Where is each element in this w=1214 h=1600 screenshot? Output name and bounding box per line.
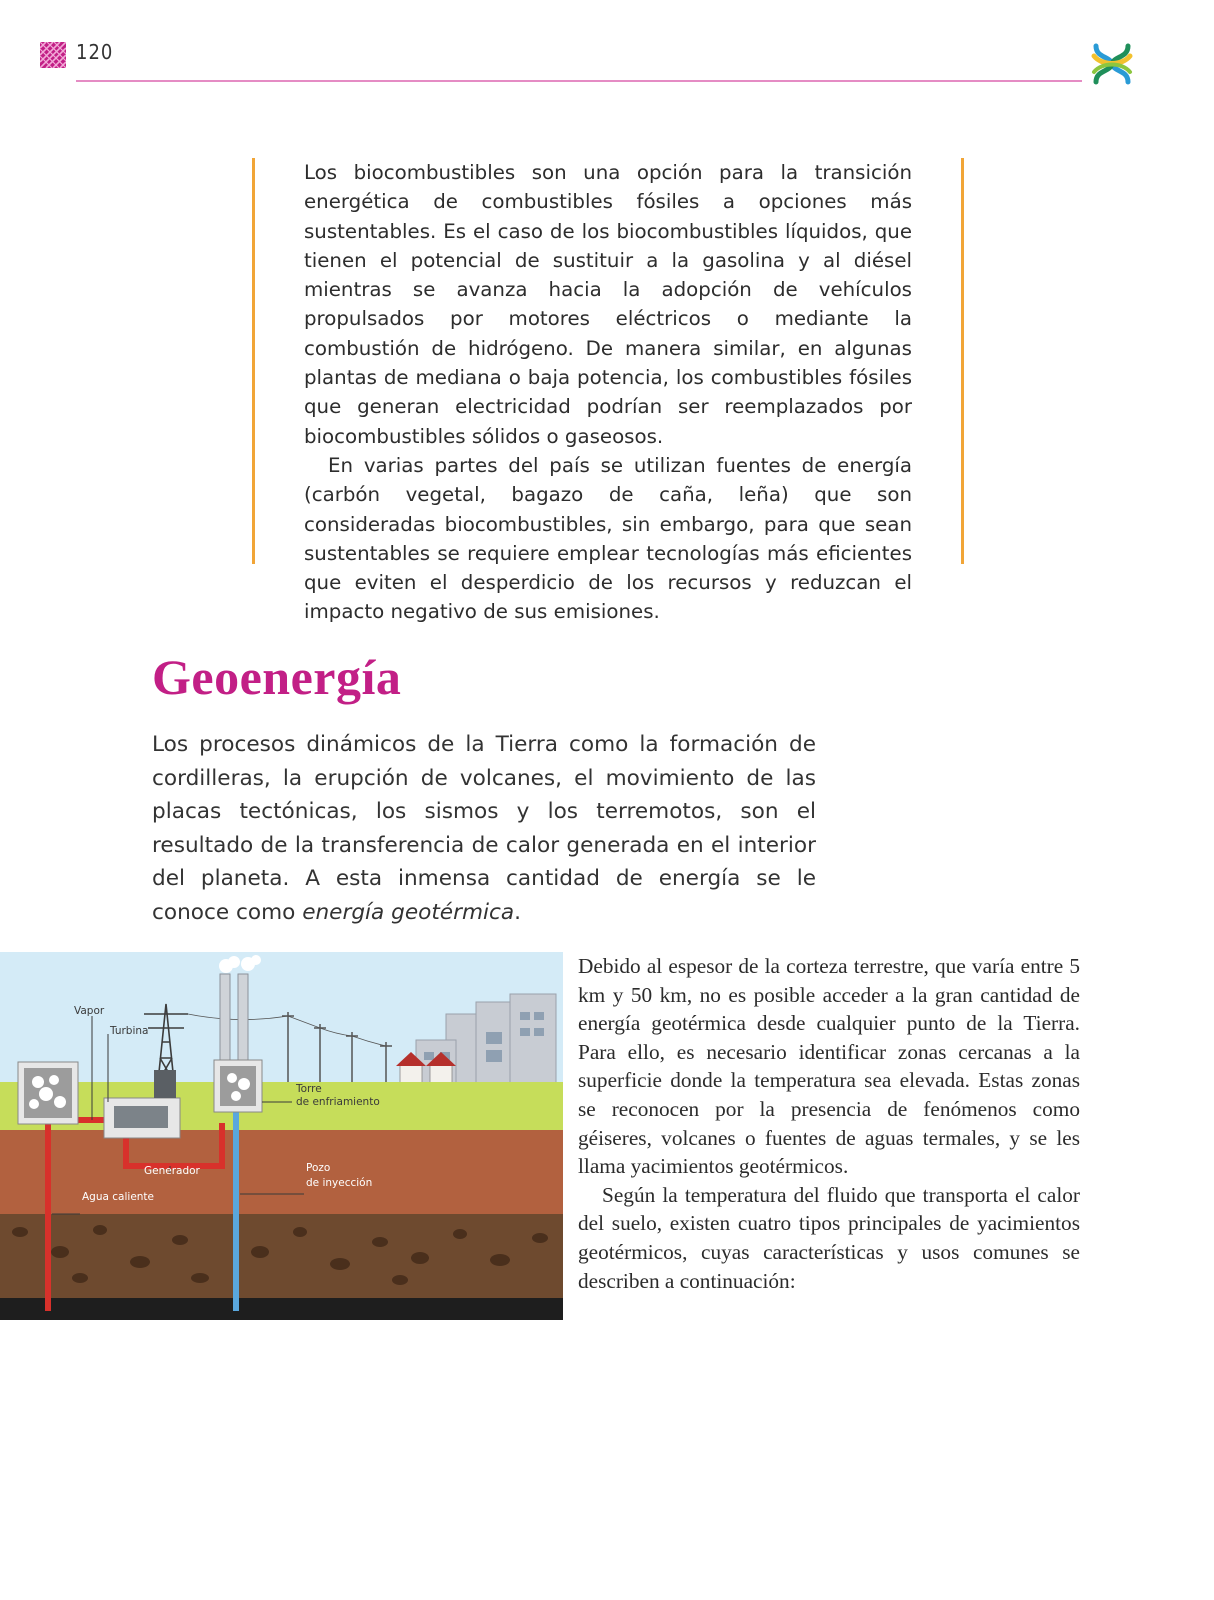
intro-paragraph	[152, 728, 816, 929]
boxed-note-text	[304, 158, 912, 627]
intro-end: .	[514, 899, 521, 925]
label-vapor: Vapor	[74, 1005, 105, 1017]
label-turbina: Turbina	[110, 1025, 149, 1037]
cooling-tower-box	[214, 1060, 262, 1112]
geothermal-plant-diagram	[0, 952, 563, 1320]
header-rule	[76, 80, 1082, 82]
label-agua-caliente: Agua caliente	[82, 1191, 155, 1203]
label-torre: Torre	[296, 1083, 322, 1095]
paragraph: En varias partes del país se utilizan fuentes de energía (carbón vegetal, bagazo de caña, leña) que son consideradas biocombustibles, sin embargo, para que sean sustentables se requiere emplear tecnologías más eficientes que eviten el desperdicio de los recursos y reduzcan el impacto negativo de sus emisiones.	[304, 453, 912, 624]
boxed-note	[252, 158, 964, 624]
intro-emphasis: energía geotérmica	[302, 899, 515, 925]
intro-text: Los procesos dinámicos de la Tierra como la formación de cordilleras, la erupción de volcanes, el movimiento de las placas tectónicas, los sismos y los terremotos, son el resultado de la transferencia de calor generada en el interior del planeta. A esta inmensa cantidad de energía se le conoce como	[152, 732, 816, 925]
label-enfriamiento: de enfriamiento	[296, 1096, 380, 1108]
body-text	[578, 952, 1080, 1295]
label-generador: Generador	[144, 1165, 200, 1177]
label-pozo: Pozo	[306, 1162, 331, 1174]
left-accent-bar	[252, 158, 255, 564]
magenta-pattern-icon	[40, 42, 66, 68]
paragraph: Según la temperatura del fluido que transporta el calor del suelo, existen cuatro tipos principales de yacimientos geotérmicos, cuyas características y usos comunes se describen a continuación:	[578, 1182, 1080, 1293]
paragraph: Los biocombustibles son una opción para la transición energética de combustibles fósiles a opciones más sustentables. Es el caso de los biocombustibles líquidos, que tienen el potencial de sustituir a la gasolina y al diésel mientras se avanza hacia la adopción de vehículos propulsados por motores eléctricos o mediante la combustión de hidrógeno. De manera similar, en algunas plantas de mediana o baja potencia, los combustibles fósiles que generan electricidad podrían ser reemplazados por biocombustibles sólidos o gaseosos.	[304, 161, 912, 448]
steam-box	[18, 1062, 78, 1124]
colored-knot-logo-icon	[1088, 40, 1136, 88]
right-accent-bar	[961, 158, 964, 564]
paragraph: Debido al espesor de la corteza terrestre, que varía entre 5 km y 50 km, no es posible acceder a la gran cantidad de energía geotérmica desde cualquier punto de la Tierra. Para ello, es necesario identificar zonas cercanas a la superficie donde la temperatura sea elevada. Estas zonas se reconocen por la presencia de fenómenos como géiseres, volcanes o fuentes de aguas termales, y se les llama yacimientos geotérmicos.	[578, 954, 1080, 1179]
section-title: Geoenergía	[152, 649, 402, 705]
page-number: 120	[76, 40, 114, 64]
label-inyeccion: de inyección	[306, 1177, 373, 1189]
